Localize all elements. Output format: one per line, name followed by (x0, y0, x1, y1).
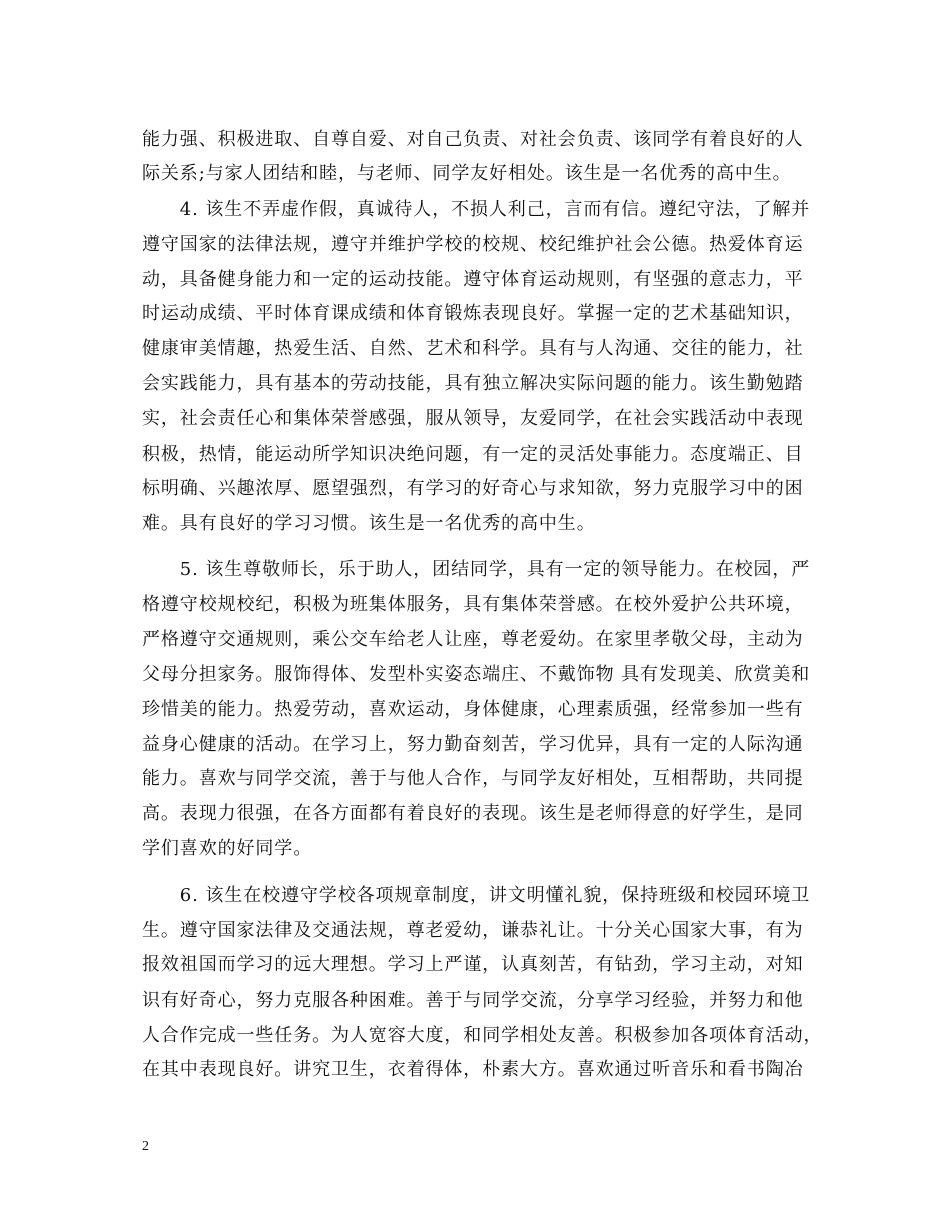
text-line: 会实践能力，具有基本的劳动技能，具有独立解决实际问题的能力。该生勤勉踏 (142, 373, 804, 394)
text-line: 在其中表现良好。讲究卫生，衣着得体，朴素大方。喜欢通过听音乐和看书陶冶 (142, 1059, 804, 1080)
text-line: 高。表现力很强，在各方面都有着良好的表现。该生是老师得意的好学生，是同 (142, 803, 804, 824)
text-line: 生。遵守国家法律及交通法规，尊老爱幼，谦恭礼让。十分关心国家大事，有为 (142, 920, 804, 941)
text-line: 珍惜美的能力。热爱劳动，喜欢运动，身体健康，心理素质强，经常参加一些有 (142, 699, 804, 720)
text-line: 时运动成绩、平时体育课成绩和体育锻炼表现良好。掌握一定的艺术基础知识， (142, 303, 804, 324)
text-line: 遵守国家的法律法规，遵守并维护学校的校规、校纪维护社会公德。热爱体育运 (142, 234, 804, 255)
text-line: 父母分担家务。服饰得体、发型朴实姿态端庄、不戴饰物 具有发现美、欣赏美和 (142, 664, 811, 685)
text-line: 5. 该生尊敬师长，乐于助人，团结同学，具有一定的领导能力。在校园，严 (142, 559, 811, 580)
text-line: 人合作完成一些任务。为人宽容大度，和同学相处友善。积极参加各项体育活动， (142, 1025, 823, 1046)
text-line: 6. 该生在校遵守学校各项规章制度，讲文明懂礼貌，保持班级和校园环境卫 (142, 885, 811, 906)
text-line: 益身心健康的活动。在学习上，努力勤奋刻苦，学习优异，具有一定的人际沟通 (142, 734, 804, 755)
text-line: 4. 该生不弄虚作假，真诚待人，不损人利己，言而有信。遵纪守法，了解并 (142, 199, 811, 220)
page-number: 2 (142, 1139, 149, 1154)
text-line: 报效祖国而学习的远大理想。学习上严谨，认真刻苦，有钻劲，学习主动，对知 (142, 954, 804, 975)
text-line: 能力强、积极进取、自尊自爱、对自己负责、对社会负责、该同学有着良好的人 (142, 129, 804, 150)
text-line: 严格遵守交通规则，乘公交车给老人让座，尊老爱幼。在家里孝敬父母，主动为 (142, 629, 804, 650)
text-line: 动，具备健身能力和一定的运动技能。遵守体育运动规则，有坚强的意志力，平 (142, 269, 804, 290)
text-line: 能力。喜欢与同学交流，善于与他人合作，与同学友好相处，互相帮助，共同提 (142, 768, 804, 789)
text-line: 识有好奇心，努力克服各种困难。善于与同学交流，分享学习经验，并努力和他 (142, 990, 804, 1011)
text-line: 实，社会责任心和集体荣誉感强，服从领导，友爱同学，在社会实践活动中表现 (142, 408, 804, 429)
text-line: 难。具有良好的学习习惯。该生是一名优秀的高中生。 (142, 513, 596, 534)
text-line: 际关系;与家人团结和睦，与老师、同学友好相处。该生是一名优秀的高中生。 (142, 163, 792, 184)
text-line: 标明确、兴趣浓厚、愿望强烈，有学习的好奇心与求知欲，努力克服学习中的困 (142, 478, 804, 499)
text-line: 积极，热情，能运动所学知识决绝问题，有一定的灵活处事能力。态度端正、目 (142, 444, 804, 465)
text-line: 格遵守校规校纪，积极为班集体服务，具有集体荣誉感。在校外爱护公共环境， (142, 594, 804, 615)
text-line: 学们喜欢的好同学。 (142, 838, 313, 859)
text-line: 健康审美情趣，热爱生活、自然、艺术和科学。具有与人沟通、交往的能力，社 (142, 338, 804, 359)
